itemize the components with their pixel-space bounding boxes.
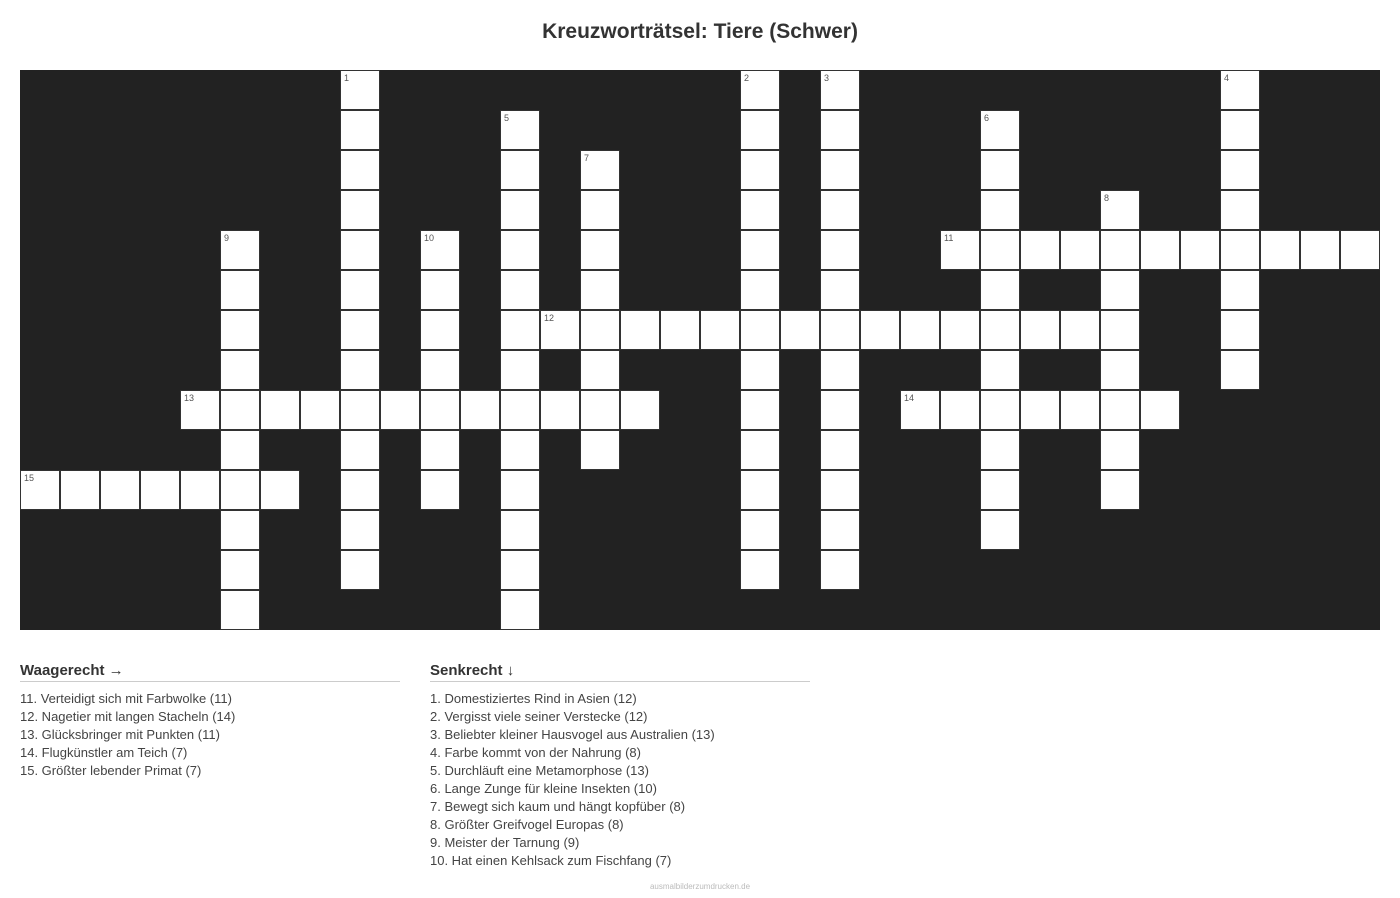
grid-cell[interactable]	[20, 470, 60, 510]
grid-cell[interactable]	[1100, 230, 1140, 270]
grid-cell[interactable]	[980, 110, 1020, 150]
grid-cell[interactable]	[500, 590, 540, 630]
grid-cell[interactable]	[340, 430, 380, 470]
clue-item: 9. Meister der Tarnung (9)	[430, 835, 580, 850]
clue-item: 15. Größter lebender Primat (7)	[20, 763, 202, 778]
grid-cell[interactable]	[1220, 270, 1260, 310]
clue-item: 11. Verteidigt sich mit Farbwolke (11)	[20, 691, 232, 706]
grid-cell[interactable]	[500, 150, 540, 190]
grid-cell[interactable]	[740, 510, 780, 550]
grid-cell[interactable]	[420, 230, 460, 270]
grid-cell[interactable]	[1100, 390, 1140, 430]
grid-cell[interactable]	[1220, 150, 1260, 190]
grid-cell[interactable]	[340, 110, 380, 150]
grid-cell[interactable]	[1140, 390, 1180, 430]
clue-number: 9	[224, 233, 230, 243]
grid-cell[interactable]	[1020, 230, 1060, 270]
grid-cell[interactable]	[660, 310, 700, 350]
grid-cell[interactable]	[740, 390, 780, 430]
grid-cell[interactable]	[820, 350, 860, 390]
grid-cell[interactable]	[820, 550, 860, 590]
grid-cell[interactable]	[1260, 230, 1300, 270]
clue-item: 14. Flugkünstler am Teich (7)	[20, 745, 188, 760]
grid-cell[interactable]	[340, 350, 380, 390]
grid-cell[interactable]	[220, 230, 260, 270]
grid-cell[interactable]	[940, 390, 980, 430]
grid-cell[interactable]	[1220, 230, 1260, 270]
grid-cell[interactable]	[540, 310, 580, 350]
grid-cell[interactable]	[980, 310, 1020, 350]
grid-cell[interactable]	[820, 150, 860, 190]
down-heading: Senkrecht ↓	[430, 662, 810, 682]
grid-cell[interactable]	[580, 350, 620, 390]
clue-item: 8. Größter Greifvogel Europas (8)	[430, 817, 624, 832]
grid-cell[interactable]	[1020, 390, 1060, 430]
grid-cell[interactable]	[420, 430, 460, 470]
grid-cell[interactable]	[1100, 190, 1140, 230]
grid-cell[interactable]	[460, 390, 500, 430]
grid-cell[interactable]	[500, 270, 540, 310]
grid-cell[interactable]	[580, 430, 620, 470]
clue-item: 1. Domestiziertes Rind in Asien (12)	[430, 691, 637, 706]
grid-cell[interactable]	[1300, 230, 1340, 270]
clue-number: 2	[744, 73, 750, 83]
grid-cell[interactable]	[820, 190, 860, 230]
grid-cell[interactable]	[820, 510, 860, 550]
grid-cell[interactable]	[980, 150, 1020, 190]
grid-cell[interactable]	[740, 70, 780, 110]
grid-cell[interactable]	[1340, 230, 1380, 270]
grid-cell[interactable]	[220, 390, 260, 430]
grid-cell[interactable]	[420, 390, 460, 430]
grid-cell[interactable]	[580, 190, 620, 230]
crossword-grid	[20, 70, 1380, 630]
across-heading: Waagerecht →	[20, 662, 400, 682]
grid-cell[interactable]	[580, 270, 620, 310]
grid-cell[interactable]	[740, 310, 780, 350]
grid-cell[interactable]	[340, 390, 380, 430]
clue-number: 5	[504, 113, 510, 123]
clue-number: 6	[984, 113, 990, 123]
grid-cell[interactable]	[420, 270, 460, 310]
grid-cell[interactable]	[980, 270, 1020, 310]
grid-cell[interactable]	[1100, 270, 1140, 310]
grid-cell[interactable]	[820, 390, 860, 430]
grid-cell[interactable]	[500, 470, 540, 510]
grid-cell[interactable]	[860, 310, 900, 350]
clue-number: 8	[1104, 193, 1110, 203]
grid-cell[interactable]	[220, 470, 260, 510]
grid-cell[interactable]	[340, 550, 380, 590]
clue-number: 10	[424, 233, 435, 243]
grid-cell[interactable]	[820, 270, 860, 310]
grid-cell[interactable]	[900, 310, 940, 350]
clue-item: 6. Lange Zunge für kleine Insekten (10)	[430, 781, 657, 796]
grid-cell[interactable]	[940, 310, 980, 350]
footer-credit: ausmalbilderzumdrucken.de	[649, 882, 751, 891]
clue-number: 11	[944, 233, 954, 243]
grid-cell[interactable]	[1100, 430, 1140, 470]
grid-cell[interactable]	[500, 550, 540, 590]
grid-cell[interactable]	[340, 230, 380, 270]
grid-cell[interactable]	[1060, 310, 1100, 350]
grid-cell[interactable]	[820, 430, 860, 470]
grid-cell[interactable]	[60, 470, 100, 510]
grid-cell[interactable]	[260, 390, 300, 430]
grid-cell[interactable]	[220, 270, 260, 310]
grid-cell[interactable]	[180, 470, 220, 510]
grid-cell[interactable]	[980, 470, 1020, 510]
clue-item: 4. Farbe kommt von der Nahrung (8)	[430, 745, 641, 760]
clue-number: 15	[24, 473, 35, 483]
grid-cell[interactable]	[220, 510, 260, 550]
grid-cell[interactable]	[980, 350, 1020, 390]
grid-cell[interactable]	[420, 350, 460, 390]
grid-cell[interactable]	[580, 310, 620, 350]
grid-cell[interactable]	[1060, 390, 1100, 430]
grid-cell[interactable]	[980, 390, 1020, 430]
grid-cell[interactable]	[980, 190, 1020, 230]
grid-cell[interactable]	[340, 150, 380, 190]
grid-cell[interactable]	[820, 70, 860, 110]
grid-cell[interactable]	[260, 470, 300, 510]
grid-cell[interactable]	[940, 230, 980, 270]
clue-item: 5. Durchläuft eine Metamorphose (13)	[430, 763, 649, 778]
grid-cell[interactable]	[340, 510, 380, 550]
grid-cell[interactable]	[1220, 110, 1260, 150]
grid-cell[interactable]	[500, 110, 540, 150]
grid-cell[interactable]	[1220, 310, 1260, 350]
clue-number: 3	[824, 73, 830, 83]
grid-cell[interactable]	[700, 310, 740, 350]
grid-cell[interactable]	[820, 310, 860, 350]
grid-cell[interactable]	[740, 350, 780, 390]
grid-cell[interactable]	[740, 190, 780, 230]
grid-cell[interactable]	[220, 590, 260, 630]
grid-cell[interactable]	[980, 510, 1020, 550]
clue-item: 10. Hat einen Kehlsack zum Fischfang (7)	[430, 853, 672, 868]
grid-cell[interactable]	[340, 70, 380, 110]
grid-cell[interactable]	[420, 470, 460, 510]
grid-cell[interactable]	[1060, 230, 1100, 270]
across-clue-list	[20, 690, 400, 780]
grid-cell[interactable]	[900, 390, 940, 430]
grid-cell[interactable]	[1180, 230, 1220, 270]
grid-cell[interactable]	[340, 470, 380, 510]
grid-cell[interactable]	[500, 350, 540, 390]
clue-number: 7	[584, 153, 590, 163]
clue-number: 13	[184, 393, 195, 403]
clue-item: 7. Bewegt sich kaum und hängt kopfüber (8)	[430, 799, 686, 814]
grid-cell[interactable]	[340, 310, 380, 350]
grid-cell[interactable]	[740, 110, 780, 150]
grid-cell[interactable]	[500, 310, 540, 350]
grid-cell[interactable]	[1020, 310, 1060, 350]
grid-cell[interactable]	[1140, 230, 1180, 270]
clue-item: 13. Glücksbringer mit Punkten (11)	[20, 727, 220, 742]
grid-cell[interactable]	[500, 190, 540, 230]
grid-cell[interactable]	[500, 510, 540, 550]
clue-number: 12	[544, 313, 555, 323]
grid-cell[interactable]	[740, 270, 780, 310]
grid-cell[interactable]	[820, 230, 860, 270]
grid-cell[interactable]	[220, 550, 260, 590]
grid-cell[interactable]	[1220, 70, 1260, 110]
grid-cell[interactable]	[820, 110, 860, 150]
grid-cell[interactable]	[980, 230, 1020, 270]
grid-cell[interactable]	[1100, 350, 1140, 390]
grid-cell[interactable]	[580, 230, 620, 270]
grid-cell[interactable]	[980, 430, 1020, 470]
grid-cell[interactable]	[740, 430, 780, 470]
down-clue-list	[430, 690, 810, 870]
clue-item: 3. Beliebter kleiner Hausvogel aus Australien (13)	[430, 727, 715, 742]
page-title: Kreuzworträtsel: Tiere (Schwer)	[542, 20, 858, 43]
grid-cell[interactable]	[340, 270, 380, 310]
grid-cell[interactable]	[740, 550, 780, 590]
grid-cell[interactable]	[500, 230, 540, 270]
grid-cell[interactable]	[1220, 190, 1260, 230]
grid-cell[interactable]	[100, 470, 140, 510]
clue-number: 14	[904, 393, 915, 403]
grid-cell[interactable]	[620, 310, 660, 350]
grid-cell[interactable]	[740, 150, 780, 190]
grid-cell[interactable]	[540, 390, 580, 430]
grid-cell[interactable]	[580, 150, 620, 190]
clue-number: 1	[344, 73, 350, 83]
grid-cell[interactable]	[1220, 350, 1260, 390]
grid-cell[interactable]	[780, 310, 820, 350]
across-clues-panel	[20, 662, 400, 780]
grid-cell[interactable]	[620, 390, 660, 430]
grid-cell[interactable]	[820, 470, 860, 510]
grid-cell[interactable]	[740, 230, 780, 270]
grid-cell[interactable]	[180, 390, 220, 430]
clue-item: 12. Nagetier mit langen Stacheln (14)	[20, 709, 236, 724]
grid-cell[interactable]	[580, 390, 620, 430]
grid-cell[interactable]	[140, 470, 180, 510]
grid-cell[interactable]	[220, 350, 260, 390]
grid-cell[interactable]	[500, 390, 540, 430]
grid-cell[interactable]	[740, 470, 780, 510]
grid-cell[interactable]	[380, 390, 420, 430]
grid-cell[interactable]	[340, 190, 380, 230]
clue-number: 4	[1224, 73, 1230, 83]
clue-item: 2. Vergisst viele seiner Verstecke (12)	[430, 709, 648, 724]
grid-cell[interactable]	[500, 430, 540, 470]
grid-cell[interactable]	[220, 430, 260, 470]
grid-cell[interactable]	[300, 390, 340, 430]
grid-cell[interactable]	[420, 310, 460, 350]
grid-cell[interactable]	[1100, 470, 1140, 510]
grid-cell[interactable]	[1100, 310, 1140, 350]
grid-cell[interactable]	[220, 310, 260, 350]
down-clues-panel	[430, 662, 810, 870]
